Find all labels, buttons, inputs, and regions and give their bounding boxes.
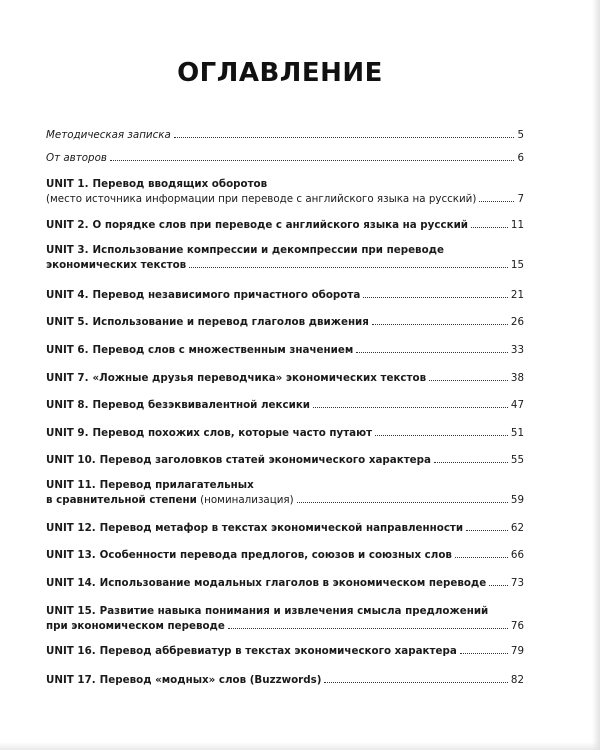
toc-entry [46, 398, 524, 413]
toc-entry [46, 576, 524, 591]
page-number: 82 [510, 674, 524, 686]
page-number: 62 [510, 522, 524, 534]
page-number: 55 [510, 454, 524, 466]
leader-dots [356, 350, 508, 353]
entry-title: «Ложные друзья переводчика» экономических текстов [92, 372, 427, 384]
toc-entry [46, 604, 524, 634]
unit-number: UNIT 17. [46, 674, 96, 686]
page-number: 6 [517, 152, 524, 164]
toc-entry [46, 128, 524, 143]
toc-entry [46, 151, 524, 166]
leader-dots [174, 135, 515, 138]
leader-dots [363, 295, 508, 298]
leader-dots [460, 651, 508, 654]
leader-dots [375, 433, 508, 436]
toc-entry [46, 315, 524, 330]
page-number: 7 [517, 193, 524, 205]
unit-number: UNIT 14. [46, 577, 96, 589]
unit-number: UNIT 11. [46, 479, 96, 491]
unit-number: UNIT 2. [46, 219, 89, 231]
leader-dots [313, 405, 508, 408]
entry-title: Использование и перевод глаголов движения [92, 316, 369, 328]
entry-title: Особенности перевода предлогов, союзов и союзных слов [99, 549, 452, 561]
page-number: 59 [510, 494, 524, 506]
toc-entry [46, 478, 524, 508]
unit-number: UNIT 16. [46, 645, 96, 657]
entry-title: От авторов [46, 152, 107, 164]
leader-dots [434, 460, 508, 463]
unit-number: UNIT 10. [46, 454, 96, 466]
toc-entry [46, 177, 524, 207]
entry-title: Перевод независимого причастного оборота [92, 289, 361, 301]
unit-number: UNIT 15. [46, 605, 96, 617]
page-number: 21 [510, 289, 524, 301]
entry-title: Перевод «модных» слов (Buzzwords) [99, 674, 322, 686]
unit-number: UNIT 5. [46, 316, 89, 328]
toc-entry [46, 548, 524, 563]
entry-title: Перевод вводящих оборотов [92, 178, 268, 190]
entry-title: Перевод слов с множественным значением [92, 344, 354, 356]
unit-number: UNIT 12. [46, 522, 96, 534]
page-number: 38 [510, 372, 524, 384]
page-number: 26 [510, 316, 524, 328]
leader-dots [228, 626, 508, 629]
page-number: 51 [510, 427, 524, 439]
leader-dots [466, 528, 508, 531]
page-edge-shadow [592, 0, 600, 750]
page-number: 15 [510, 259, 524, 271]
entry-title-continued: экономических текстов [46, 259, 187, 271]
leader-dots [110, 158, 514, 161]
entry-title: Перевод прилагательных [99, 479, 254, 491]
entry-title: Перевод аббревиатур в текстах экономического характера [99, 645, 457, 657]
toc-entry [46, 218, 524, 233]
entry-title: Перевод метафор в текстах экономической направленности [99, 522, 464, 534]
leader-dots [189, 265, 508, 268]
page-number: 79 [510, 645, 524, 657]
page-number: 47 [510, 399, 524, 411]
toc-entry [46, 288, 524, 303]
entry-note: (номинализация) [200, 494, 294, 506]
entry-title-continued: при экономическом переводе [46, 620, 225, 632]
page-number: 11 [510, 219, 524, 231]
leader-dots [479, 199, 514, 202]
entry-title: О порядке слов при переводе с английского языка на русский [92, 219, 469, 231]
page-number: 33 [510, 344, 524, 356]
unit-number: UNIT 6. [46, 344, 89, 356]
entry-title: Перевод безэквивалентной лексики [92, 399, 311, 411]
toc-entry [46, 673, 524, 688]
toc-entry [46, 243, 524, 273]
entry-title: Развитие навыка понимания и извлечения смысла предложений [99, 605, 489, 617]
leader-dots [429, 378, 508, 381]
unit-number: UNIT 7. [46, 372, 89, 384]
page-number: 5 [517, 129, 524, 141]
toc-entry [46, 521, 524, 536]
leader-dots [324, 680, 507, 683]
page-number: 73 [510, 577, 524, 589]
page-bottom-shadow [0, 742, 600, 750]
entry-title: Методическая записка [46, 129, 171, 141]
toc-entry [46, 426, 524, 441]
entry-title: Использование модальных глаголов в экономическом переводе [99, 577, 487, 589]
toc-entry [46, 644, 524, 659]
entry-title-continued: в сравнительной степени [46, 494, 197, 506]
unit-number: UNIT 1. [46, 178, 89, 190]
leader-dots [471, 225, 508, 228]
leader-dots [372, 322, 508, 325]
unit-number: UNIT 13. [46, 549, 96, 561]
entry-title: Перевод похожих слов, которые часто путают [92, 427, 373, 439]
entry-title: Перевод заголовков статей экономического характера [99, 454, 431, 466]
unit-number: UNIT 3. [46, 244, 89, 256]
leader-dots [489, 583, 508, 586]
toc-entry [46, 453, 524, 468]
toc-entry [46, 371, 524, 386]
page-title: ОГЛАВЛЕНИЕ [177, 58, 383, 88]
leader-dots [455, 555, 508, 558]
entry-title: Использование компрессии и декомпрессии при переводе [92, 244, 444, 256]
page-number: 76 [510, 620, 524, 632]
unit-number: UNIT 8. [46, 399, 89, 411]
entry-title-continued: (место источника информации при переводе с английского языка на русский) [46, 193, 477, 205]
unit-number: UNIT 9. [46, 427, 89, 439]
toc-entry [46, 343, 524, 358]
page-number: 66 [510, 549, 524, 561]
leader-dots [297, 500, 508, 503]
unit-number: UNIT 4. [46, 289, 89, 301]
